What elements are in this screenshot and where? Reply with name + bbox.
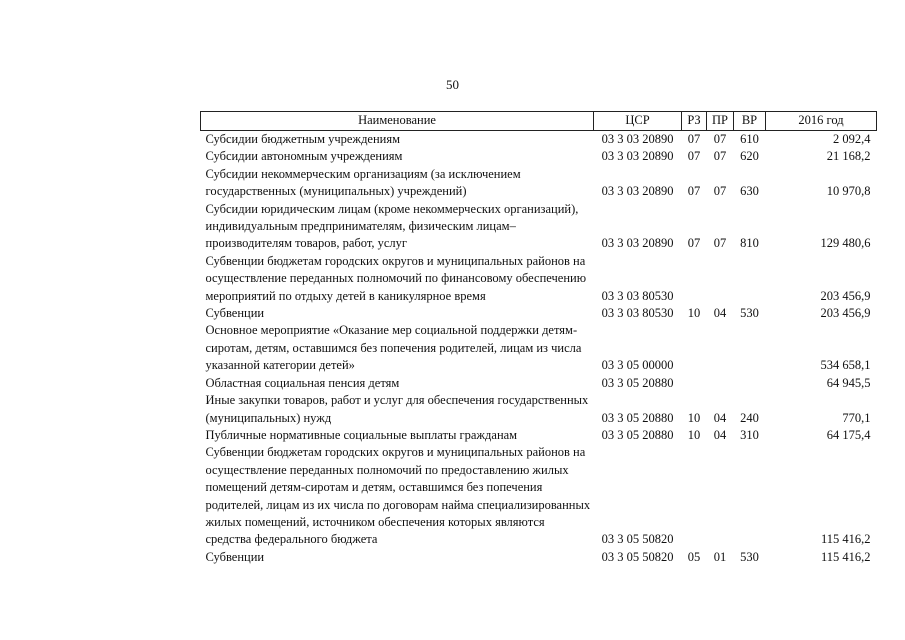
cell-pr: 04 [713, 410, 727, 425]
cell-value: 129 480,6 [820, 236, 871, 251]
cell-vr: 530 [740, 549, 759, 564]
table-row [201, 253, 877, 305]
cell-csr: 03 3 05 00000 [601, 358, 674, 373]
cell-vr: 630 [740, 184, 759, 199]
cell-rz: 10 [687, 427, 701, 442]
cell-csr: 03 3 05 50820 [601, 532, 674, 547]
table-row [201, 427, 877, 444]
cell-name: Субвенции [205, 306, 265, 321]
cell-value: 770,1 [842, 410, 871, 425]
cell-vr: 620 [740, 149, 759, 164]
cell-name: Иные закупки товаров, работ и услуг для обеспечения государственных (муниципальных) нужд [205, 393, 589, 425]
column-header-pr: ПР [707, 112, 734, 131]
table-header-row [201, 112, 877, 131]
cell-csr: 03 3 05 20880 [601, 375, 674, 390]
cell-vr [734, 444, 766, 548]
cell-vr [734, 375, 766, 392]
table-row [201, 131, 877, 149]
cell-name: Субсидии некоммерческим организациям (за исключением государственных (муниципальных) учреждений) [205, 166, 521, 199]
cell-csr: 03 3 03 20890 [601, 132, 674, 146]
cell-pr [707, 375, 734, 392]
cell-rz: 07 [687, 236, 701, 251]
cell-vr: 610 [740, 132, 759, 146]
cell-pr: 04 [713, 306, 727, 321]
table-row [201, 166, 877, 201]
cell-value: 64 945,5 [826, 375, 871, 390]
cell-rz: 07 [687, 184, 701, 199]
table-row [201, 549, 877, 566]
cell-vr [734, 253, 766, 305]
cell-name: Субсидии юридическим лицам (кроме некоммерческих организаций), индивидуальным предпринимателям, физическим лицам–производителям товаров, работ, услуг [205, 201, 579, 251]
column-header-rz: РЗ [682, 112, 707, 131]
cell-vr: 240 [740, 410, 759, 425]
cell-pr: 07 [713, 132, 727, 146]
cell-rz: 07 [687, 149, 701, 164]
cell-rz [682, 444, 707, 548]
cell-name: Областная социальная пенсия детям [205, 375, 400, 390]
cell-pr: 07 [713, 184, 727, 199]
cell-rz: 10 [687, 306, 701, 321]
cell-value: 2 092,4 [833, 132, 871, 146]
cell-vr: 530 [740, 306, 759, 321]
cell-pr: 01 [713, 549, 727, 564]
cell-value: 203 456,9 [820, 288, 871, 303]
cell-pr: 07 [713, 236, 727, 251]
table-row [201, 375, 877, 392]
cell-rz: 07 [687, 132, 701, 146]
table-row [201, 444, 877, 548]
cell-name: Субсидии автономным учреждениям [205, 149, 403, 164]
cell-name: Субвенции бюджетам городских округов и муниципальных районов на осуществление переданных полномочий по предоставлению жилых помещений детям-сиротам и детям, оставшимся без попечения родителей, лицам из их числа по договорам найма специализированных жилых помещений, источником обеспечения которых являются средства федерального бюджета [205, 445, 591, 547]
cell-rz [682, 375, 707, 392]
cell-value: 203 456,9 [820, 306, 871, 321]
cell-csr: 03 3 05 50820 [601, 549, 674, 564]
cell-vr: 810 [740, 236, 759, 251]
cell-csr: 03 3 05 20880 [601, 427, 674, 442]
table-row [201, 392, 877, 427]
cell-pr: 04 [713, 427, 727, 442]
cell-value: 534 658,1 [820, 358, 871, 373]
cell-csr: 03 3 03 80530 [601, 306, 674, 321]
cell-name: Субвенции [205, 549, 265, 564]
cell-rz [682, 322, 707, 374]
cell-name: Субвенции бюджетам городских округов и муниципальных районов на осуществление переданных полномочий по финансовому обеспечению мероприятий по отдыху детей в каникулярное время [205, 253, 587, 303]
table-row [201, 201, 877, 253]
cell-csr: 03 3 03 20890 [601, 236, 674, 251]
cell-rz: 10 [687, 410, 701, 425]
column-header-name: Наименование [201, 112, 594, 131]
cell-value: 115 416,2 [820, 532, 871, 547]
cell-pr: 07 [713, 149, 727, 164]
column-header-year: 2016 год [766, 112, 877, 131]
cell-pr [707, 444, 734, 548]
cell-csr: 03 3 05 20880 [601, 410, 674, 425]
page-number: 50 [446, 77, 459, 92]
cell-pr [707, 322, 734, 374]
table-row [201, 148, 877, 165]
cell-rz: 05 [687, 549, 701, 564]
cell-value: 21 168,2 [826, 149, 871, 164]
cell-value: 115 416,2 [820, 549, 871, 564]
column-header-vr: ВР [734, 112, 766, 131]
cell-vr: 310 [740, 427, 759, 442]
cell-rz [682, 253, 707, 305]
table-row [201, 305, 877, 322]
cell-csr: 03 3 03 20890 [601, 184, 674, 199]
cell-value: 64 175,4 [826, 427, 871, 442]
table-row [201, 322, 877, 374]
cell-pr [707, 253, 734, 305]
cell-name: Субсидии бюджетным учреждениям [205, 132, 401, 146]
budget-table [200, 111, 877, 566]
cell-value: 10 970,8 [826, 184, 871, 199]
column-header-csr: ЦСР [594, 112, 682, 131]
cell-csr: 03 3 03 80530 [601, 288, 674, 303]
cell-name: Публичные нормативные социальные выплаты гражданам [205, 427, 518, 442]
cell-csr: 03 3 03 20890 [601, 149, 674, 164]
cell-vr [734, 322, 766, 374]
cell-name: Основное мероприятие «Оказание мер социальной поддержки детям-сиротам, детям, оставшимся без попечения родителей, лицам из числа указанной категории детей» [205, 323, 582, 373]
